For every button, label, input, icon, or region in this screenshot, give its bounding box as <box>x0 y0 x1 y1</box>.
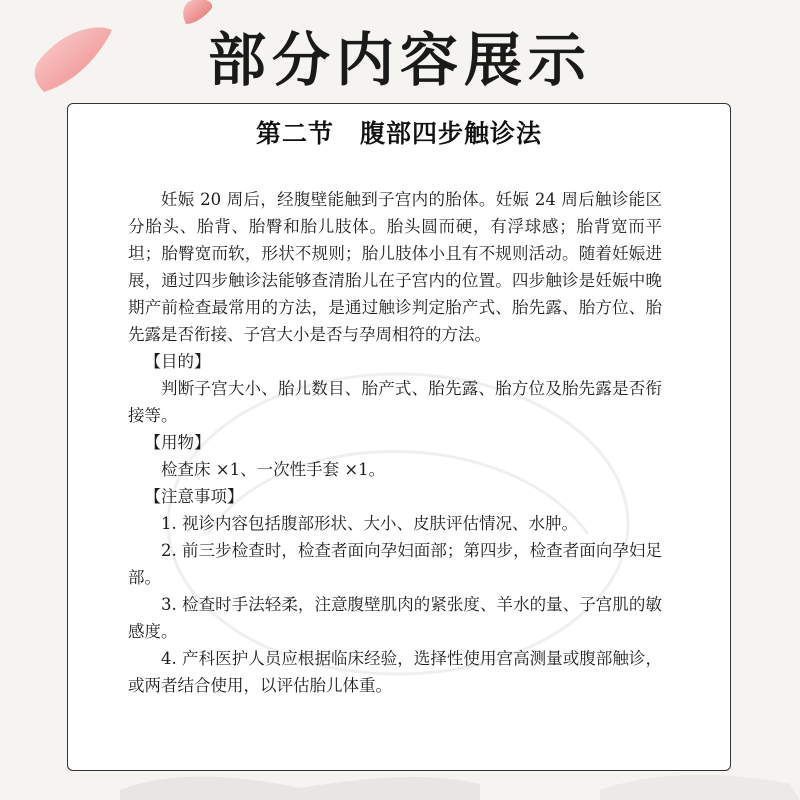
document-body <box>68 186 730 699</box>
section-title: 第二节 腹部四步触诊法 <box>255 119 542 148</box>
petal-shape-top <box>183 0 212 24</box>
supplies-text: 检查床 ×1、一次性手套 ×1。 <box>161 460 386 479</box>
ink-wash-right <box>600 775 800 800</box>
note-item: 4. 产科医护人员应根据临床经验，选择性使用宫高测量或腹部触诊，或两者结合使用，以评估胎儿体重。 <box>128 649 662 695</box>
notes-heading: 【注意事项】 <box>144 487 244 506</box>
document-card <box>67 103 731 771</box>
ink-wash-bottom <box>120 777 480 800</box>
purpose-text: 判断子宫大小、胎儿数目、胎产式、胎先露、胎方位及胎先露是否衔接等。 <box>128 379 662 425</box>
purpose-heading: 【目的】 <box>144 352 211 371</box>
note-item: 2. 前三步检查时，检查者面向孕妇面部；第四步，检查者面向孕妇足部。 <box>128 541 662 587</box>
page-title: 部分内容展示 <box>207 26 592 94</box>
intro-paragraph: 妊娠 20 周后，经腹壁能触到子宫内的胎体。妊娠 24 周后触诊能区分胎头、胎背、胎臀和胎儿肢体。胎头圆而硬，有浮球感；胎背宽而平坦；胎臀宽而软，形状不规则；胎儿肢体小且有不规则活动。随着妊娠进展，通过四步触诊法能够查清胎儿在子宫内的位置。四步触诊是妊娠中晚期产前检查最常用的方法，是通过触诊判定胎产式、胎先露、胎方位、胎先露是否衔接、子宫大小是否与孕周相符的方法。 <box>128 190 662 344</box>
note-item: 1. 视诊内容包括腹部形状、大小、皮肤评估情况、水肿。 <box>161 514 578 533</box>
note-item: 3. 检查时手法轻柔，注意腹壁肌肉的紧张度、羊水的量、子宫肌的敏感度。 <box>128 595 662 641</box>
supplies-heading: 【用物】 <box>144 433 211 452</box>
